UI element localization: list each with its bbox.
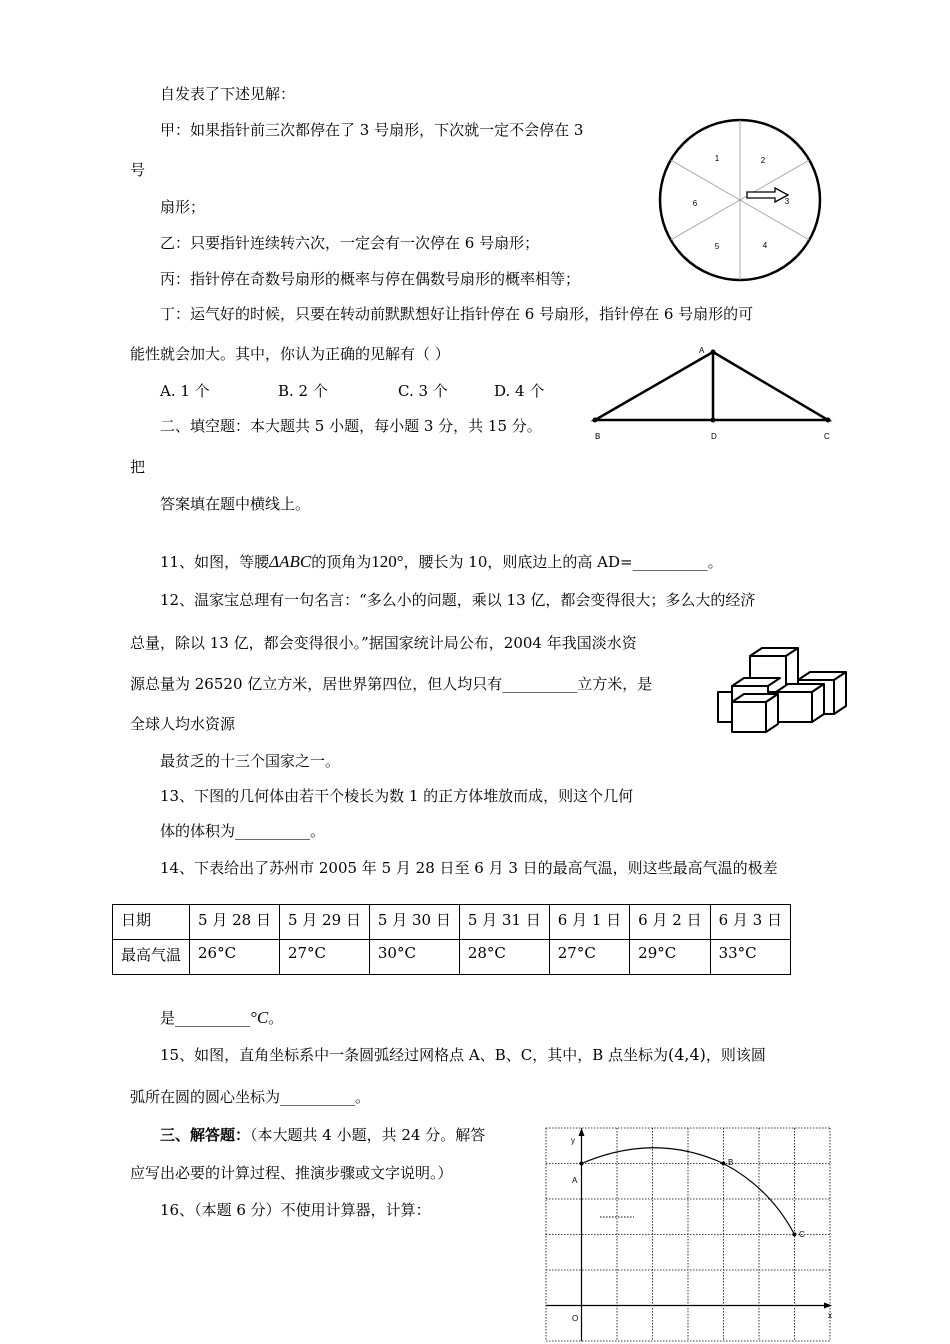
section-3-rest: （本大题共 4 小题，共 24 分。解答 bbox=[250, 1126, 486, 1144]
section-3-heading bbox=[160, 1125, 485, 1145]
axis-label-y: y bbox=[571, 1136, 575, 1145]
table-cell: 27°C bbox=[279, 940, 369, 975]
table-row bbox=[113, 940, 791, 975]
cube bbox=[732, 694, 778, 732]
opinion-bing: 丙：指针停在奇数号扇形的概率与停在偶数号扇形的概率相等； bbox=[160, 270, 581, 288]
table-cell: 28°C bbox=[459, 940, 549, 975]
origin-label: O bbox=[572, 1314, 579, 1323]
vertex-label: D bbox=[711, 432, 717, 441]
opinion-jia-cont: 号 bbox=[130, 161, 146, 179]
option-c: C. 3 个 bbox=[398, 382, 448, 400]
q14-end: 。 bbox=[268, 1009, 284, 1027]
table-cell: 29°C bbox=[630, 940, 710, 975]
triangle-abc bbox=[595, 352, 828, 420]
q11-text-a: 11、如图，等腰 bbox=[160, 553, 270, 571]
question-12-l2: 总量，除以 13 亿，都会变得很小。”据国家统计局公布，2004 年我国淡水资 bbox=[130, 634, 637, 652]
point-label: C bbox=[799, 1230, 805, 1239]
grid-lines bbox=[546, 1128, 830, 1341]
vertex-label: A bbox=[699, 346, 705, 355]
point-c bbox=[793, 1233, 797, 1237]
cube-side bbox=[718, 692, 732, 722]
table-cell: 30°C bbox=[369, 940, 459, 975]
intro-line: 自发表了下述见解： bbox=[160, 85, 296, 103]
question-13: 13、下图的几何体由若干个棱长为数 1 的正方体堆放而成，则这个几何 bbox=[160, 787, 634, 805]
section-3-title: 三、解答题： bbox=[160, 1126, 251, 1144]
option-a: A. 1 个 bbox=[160, 382, 210, 400]
table-cell: 5 月 31 日 bbox=[459, 905, 549, 940]
temperature-table bbox=[112, 904, 791, 975]
point-label: A bbox=[572, 1176, 578, 1185]
section-3-l2: 应写出必要的计算过程、推演步骤或文字说明。） bbox=[130, 1164, 453, 1182]
x-axis-arrow-icon bbox=[824, 1303, 832, 1309]
question-14-tail bbox=[160, 1008, 283, 1028]
vertex-label: C bbox=[824, 432, 830, 441]
spinner-figure bbox=[655, 115, 825, 285]
table-cell: 5 月 28 日 bbox=[190, 905, 280, 940]
opinion-jia: 甲：如果指针前三次都停在了 3 号扇形，下次就一定不会停在 3 bbox=[160, 121, 584, 139]
q11-triangle: ΔABC bbox=[269, 552, 312, 571]
section-2-heading: 二、填空题：本大题共 5 小题，每小题 3 分，共 15 分。 bbox=[160, 417, 542, 435]
sector-label: 3 bbox=[784, 197, 790, 206]
opinion-jia-cont2: 扇形； bbox=[160, 198, 206, 216]
sector-label: 2 bbox=[760, 156, 766, 165]
opinion-ding-cont: 能性就会加大。其中，你认为正确的见解有（ ） bbox=[130, 345, 450, 363]
table-cell: 6 月 3 日 bbox=[710, 905, 790, 940]
table-cell: 33°C bbox=[710, 940, 790, 975]
opinion-ding: 丁：运气好的时候，只要在转动前默默想好让指针停在 6 号扇形，指针停在 6 号扇形的可 bbox=[160, 305, 754, 323]
q11-text-c: ，腰长为 10，则底边上的高 AD=__________。 bbox=[403, 553, 723, 571]
y-axis-arrow-icon bbox=[579, 1128, 585, 1136]
table-cell: 5 月 30 日 bbox=[369, 905, 459, 940]
q15-text-a: 15、如图，直角坐标系中一条圆弧经过网格点 A、B、C，其中，B 点坐标为 bbox=[160, 1046, 668, 1064]
table-cell: 5 月 29 日 bbox=[279, 905, 369, 940]
point-a bbox=[580, 1162, 584, 1166]
table-cell: 最高气温 bbox=[113, 940, 190, 975]
q14-blank: 是__________ bbox=[160, 1009, 251, 1027]
question-12-l3: 源总量为 26520 亿立方米，居世界第四位，但人均只有__________立方米，是 bbox=[130, 675, 653, 693]
table-cell: 6 月 1 日 bbox=[549, 905, 629, 940]
option-d: D. 4 个 bbox=[494, 382, 545, 400]
pointer-arrow-icon bbox=[747, 188, 788, 202]
question-15 bbox=[160, 1045, 766, 1065]
sector-label: 4 bbox=[762, 241, 768, 250]
question-14: 14、下表给出了苏州市 2005 年 5 月 28 日至 6 月 3 日的最高气温，则这些最高气温的极差 bbox=[160, 859, 778, 877]
q15-coord: (4,4) bbox=[667, 1045, 706, 1064]
q11-angle: 120° bbox=[371, 552, 404, 571]
sector-label: 1 bbox=[714, 154, 720, 163]
sector-label: 6 bbox=[692, 199, 698, 208]
axes bbox=[546, 1130, 828, 1341]
point-label: B bbox=[728, 1158, 734, 1167]
table-cell: 26°C bbox=[190, 940, 280, 975]
coordinate-grid-figure bbox=[540, 1125, 838, 1344]
question-11 bbox=[160, 552, 723, 572]
vertex-label: B bbox=[595, 432, 601, 441]
section-2-heading-cont: 把 bbox=[130, 458, 146, 476]
axis-label-x: x bbox=[828, 1311, 832, 1320]
question-12-l5: 最贫乏的十三个国家之一。 bbox=[160, 752, 341, 770]
question-12-l4: 全球人均水资源 bbox=[130, 715, 236, 733]
q11-text-b: 的顶角为 bbox=[311, 553, 372, 571]
table-cell: 6 月 2 日 bbox=[630, 905, 710, 940]
section-2-heading-cont2: 答案填在题中横线上。 bbox=[160, 495, 311, 513]
table-cell: 日期 bbox=[113, 905, 190, 940]
cube bbox=[776, 684, 824, 722]
table-cell: 27°C bbox=[549, 940, 629, 975]
point-b bbox=[722, 1162, 726, 1166]
q14-unit: °C bbox=[250, 1008, 269, 1027]
question-16: 16、（本题 6 分）不使用计算器，计算： bbox=[160, 1201, 431, 1219]
option-b: B. 2 个 bbox=[278, 382, 328, 400]
question-12: 12、温家宝总理有一句名言：“多么小的问题，乘以 13 亿，都会变得很大；多么大的经济 bbox=[160, 591, 756, 609]
sector-label: 5 bbox=[714, 242, 720, 251]
q15-text-b: ，则该圆 bbox=[705, 1046, 766, 1064]
question-13-l2: 体的体积为__________。 bbox=[160, 822, 326, 840]
opinion-yi: 乙：只要指针连续转六次，一定会有一次停在 6 号扇形； bbox=[160, 234, 540, 252]
question-15-l2: 弧所在圆的圆心坐标为__________。 bbox=[130, 1088, 371, 1106]
table-header-row bbox=[113, 905, 791, 940]
triangle-figure bbox=[588, 342, 838, 447]
cube-stack-figure bbox=[716, 646, 848, 734]
